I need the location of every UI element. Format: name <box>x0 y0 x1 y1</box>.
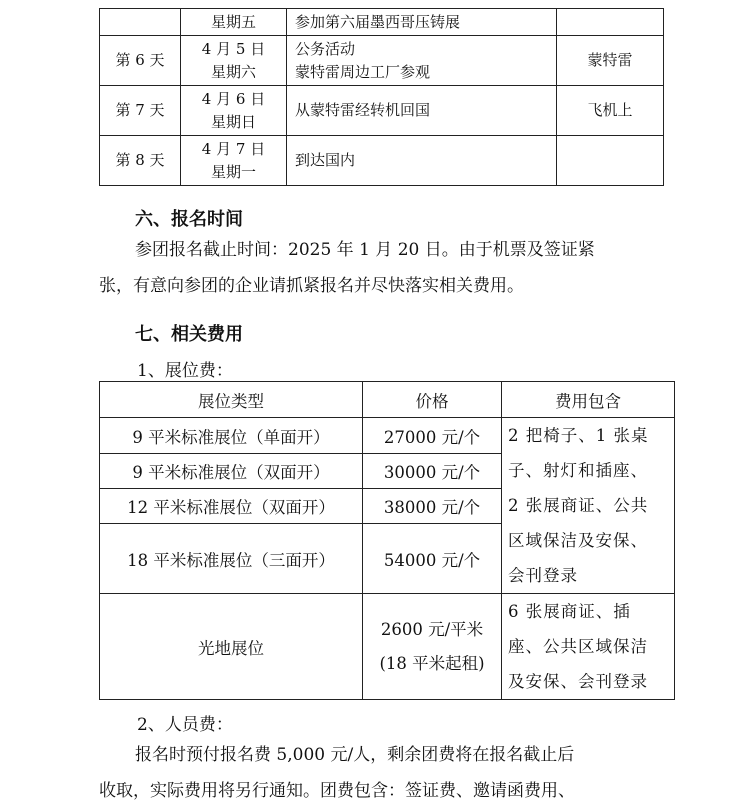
booth-includes-raw: 6 张展商证、插 座、公共区域保洁 及安保、会刊登录 <box>502 594 675 700</box>
booth-fee-heading: 1、展位费： <box>137 361 233 381</box>
personnel-fee-heading: 2、人员费： <box>137 715 233 735</box>
header-price: 价格 <box>363 382 502 418</box>
itinerary-location: 蒙特雷 <box>557 36 664 86</box>
itinerary-location: 飞机上 <box>557 86 664 136</box>
itinerary-date: 4 月 7 日 星期一 <box>181 136 287 186</box>
section-6-title: 六、报名时间 <box>135 209 243 230</box>
table-header-row <box>100 382 675 418</box>
itinerary-row <box>100 36 664 86</box>
itinerary-table <box>99 8 664 186</box>
itinerary-day: 第 7 天 <box>100 86 181 136</box>
itinerary-activity: 参加第六届墨西哥压铸展 <box>287 9 557 36</box>
header-booth-type: 展位类型 <box>100 382 363 418</box>
table-row <box>100 594 675 700</box>
itinerary-day: 第 8 天 <box>100 136 181 186</box>
header-includes: 费用包含 <box>502 382 675 418</box>
table-row <box>100 418 675 454</box>
itinerary-activity: 到达国内 <box>287 136 557 186</box>
itinerary-row <box>100 136 664 186</box>
itinerary-location <box>557 9 664 36</box>
booth-type: 18 平米标准展位（三面开） <box>100 524 363 594</box>
booth-fee-table <box>99 381 675 700</box>
itinerary-activity: 公务活动 蒙特雷周边工厂参观 <box>287 36 557 86</box>
itinerary-day: 第 6 天 <box>100 36 181 86</box>
itinerary-date: 4 月 6 日 星期日 <box>181 86 287 136</box>
section-6-paragraph: 参团报名截止时间：2025 年 1 月 20 日。由于机票及签证紧 张，有意向参团的企业请抓紧报名并尽快落实相关费用。 <box>99 240 595 296</box>
booth-price: 30000 元/个 <box>363 454 502 489</box>
booth-type: 9 平米标准展位（单面开） <box>100 418 363 454</box>
booth-type: 9 平米标准展位（双面开） <box>100 454 363 489</box>
booth-price: 27000 元/个 <box>363 418 502 454</box>
booth-price: 2600 元/平米 (18 平米起租) <box>363 594 502 700</box>
booth-type: 12 平米标准展位（双面开） <box>100 489 363 524</box>
itinerary-location <box>557 136 664 186</box>
itinerary-date: 4 月 5 日 星期六 <box>181 36 287 86</box>
itinerary-activity: 从蒙特雷经转机回国 <box>287 86 557 136</box>
booth-price: 38000 元/个 <box>363 489 502 524</box>
booth-price: 54000 元/个 <box>363 524 502 594</box>
itinerary-row <box>100 9 664 36</box>
itinerary-day <box>100 9 181 36</box>
personnel-fee-paragraph: 报名时预付报名费 5,000 元/人，剩余团费将在报名截止后 收取，实际费用将另行通知。团费包含：签证费、邀请函费用、 <box>99 745 575 801</box>
booth-type: 光地展位 <box>100 594 363 700</box>
booth-includes-standard: 2 把椅子、1 张桌 子、射灯和插座、 2 张展商证、公共 区域保洁及安保、 会刊登录 <box>502 418 675 594</box>
itinerary-date: 星期五 <box>181 9 287 36</box>
itinerary-row <box>100 86 664 136</box>
section-7-title: 七、相关费用 <box>135 324 243 345</box>
